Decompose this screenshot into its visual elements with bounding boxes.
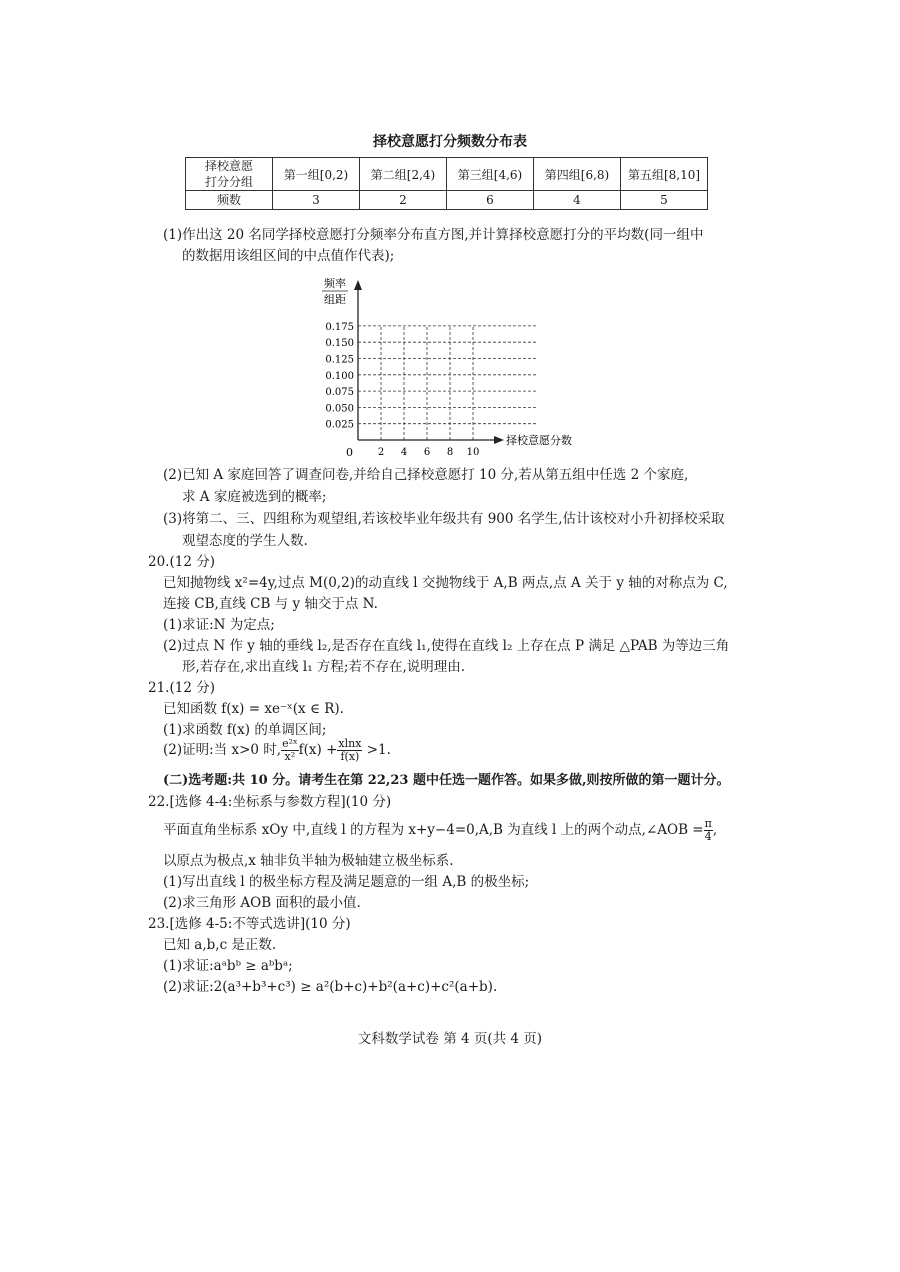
q20-line2: 连接 CB,直线 CB 与 y 轴交于点 N. xyxy=(163,596,378,612)
count-cell: 5 xyxy=(621,191,708,210)
count-cell: 2 xyxy=(360,191,447,210)
q22-line1-suffix: , xyxy=(712,822,718,838)
section-elective-heading: (二)选考题:共 10 分。请考生在第 22,23 题中任选一题作答。如果多做,则按所做的第一题计分。 xyxy=(163,773,730,788)
group-cell: 第二组[2,4) xyxy=(360,158,447,191)
histogram-grid xyxy=(300,278,600,460)
header-label-line1: 择校意愿 xyxy=(204,159,253,173)
y-tick-label: 0.150 xyxy=(325,338,354,350)
q20-line1: 已知抛物线 x²=4y,过点 M(0,2)的动直线 l 交抛物线于 A,B 两点,点 A 关于 y 轴的对称点为 C, xyxy=(163,575,728,591)
q21-part2-middle: f(x) + xyxy=(298,742,338,758)
q22-angle-fraction xyxy=(704,818,713,843)
q19-part1-line1: (1)作出这 20 名同学择校意愿打分频率分布直方图,并计算择校意愿打分的平均数(同一组中 xyxy=(163,227,704,243)
y-tick-label: 0.050 xyxy=(325,403,354,415)
origin-label: 0 xyxy=(346,446,353,459)
q21-fraction-2 xyxy=(337,738,362,763)
fraction-numerator: π xyxy=(704,817,712,830)
x-tick-label: 6 xyxy=(423,447,431,458)
row-label: 频数 xyxy=(186,191,273,210)
q23-head: 23.[选修 4-5:不等式选讲](10 分) xyxy=(148,916,351,932)
group-cell: 第四组[6,8) xyxy=(534,158,621,191)
y-label-bottom: 组距 xyxy=(324,293,346,306)
q22-line1 xyxy=(163,814,717,846)
x-axis-label: 择校意愿分数 xyxy=(506,434,572,447)
fraction-denominator: x² xyxy=(284,750,296,763)
q22-line1-text: 平面直角坐标系 xOy 中,直线 l 的方程为 x+y−4=0,A,B 为直线 l 上的两个动点,∠AOB = xyxy=(163,822,704,838)
q21-fraction-1 xyxy=(281,738,299,763)
x-tick-label: 4 xyxy=(400,447,408,458)
y-axis-arrow xyxy=(354,280,362,290)
q19-part3-line2: 观望态度的学生人数. xyxy=(182,533,308,549)
q20-part1: (1)求证:N 为定点; xyxy=(163,617,275,633)
y-tick-label: 0.100 xyxy=(325,370,354,382)
q21-part1: (1)求函数 f(x) 的单调区间; xyxy=(163,722,327,738)
table-header-label xyxy=(186,158,273,191)
q19-part3-line1: (3)将第二、三、四组称为观望组,若该校毕业年级共有 900 名学生,估计该校对小升初择校采取 xyxy=(163,511,725,527)
q20-part2-line2: 形,若存在,求出直线 l₁ 方程;若不存在,说明理由. xyxy=(182,659,466,675)
count-cell: 3 xyxy=(273,191,360,210)
count-cell: 6 xyxy=(447,191,534,210)
group-cell: 第一组[0,2) xyxy=(273,158,360,191)
q19-part2-line2: 求 A 家庭被选到的概率; xyxy=(182,489,327,505)
q22-part1: (1)写出直线 l 的极坐标方程及满足题意的一组 A,B 的极坐标; xyxy=(163,874,530,890)
q19-part1-line2: 的数据用该组区间的中点值作代表); xyxy=(182,248,395,264)
y-label-top: 频率 xyxy=(324,278,346,290)
y-tick-label: 0.175 xyxy=(325,321,354,333)
x-tick-label: 10 xyxy=(466,447,480,458)
fraction-numerator: e²ˣ xyxy=(282,737,298,750)
y-tick-label: 0.125 xyxy=(325,354,354,366)
q23-line1: 已知 a,b,c 是正数. xyxy=(163,937,277,953)
frequency-table xyxy=(185,157,708,210)
x-tick-label: 8 xyxy=(446,447,454,458)
q23-part2: (2)求证:2(a³+b³+c³) ≥ a²(b+c)+b²(a+c)+c²(a+b). xyxy=(163,979,498,995)
group-cell: 第三组[4,6) xyxy=(447,158,534,191)
x-axis-arrow xyxy=(494,436,504,444)
count-cell: 4 xyxy=(534,191,621,210)
q21-line1: 已知函数 f(x) = xe⁻ˣ(x ∈ R). xyxy=(163,701,344,717)
fraction-denominator: f(x) xyxy=(340,750,360,763)
y-tick-label: 0.075 xyxy=(325,387,354,399)
q22-line2: 以原点为极点,x 轴非负半轴为极轴建立极坐标系. xyxy=(163,853,454,869)
q19-part2-line1: (2)已知 A 家庭回答了调查问卷,并给自己择校意愿打 10 分,若从第五组中任选 2 个家庭, xyxy=(163,467,689,483)
q21-part2 xyxy=(163,734,391,766)
q22-head: 22.[选修 4-4:坐标系与参数方程](10 分) xyxy=(148,794,392,810)
q20-part2-line1: (2)过点 N 作 y 轴的垂线 l₂,是否存在直线 l₁,使得在直线 l₂ 上存在点 P 满足 △PAB 为等边三角 xyxy=(163,638,730,654)
q21-head: 21.(12 分) xyxy=(148,680,215,696)
fraction-numerator: xlnx xyxy=(338,737,362,750)
page-footer: 文科数学试卷 第 4 页(共 4 页) xyxy=(357,1031,543,1047)
q21-part2-suffix: >1. xyxy=(362,742,391,758)
fraction-denominator: 4 xyxy=(704,830,712,843)
y-tick-label: 0.025 xyxy=(325,419,354,431)
q22-part2: (2)求三角形 AOB 面积的最小值. xyxy=(163,895,361,911)
q20-head: 20.(12 分) xyxy=(148,554,215,570)
group-cell: 第五组[8,10] xyxy=(621,158,708,191)
q21-part2-prefix: (2)证明:当 x>0 时, xyxy=(163,742,282,758)
table-title: 择校意愿打分频数分布表 xyxy=(373,134,527,150)
q23-part1: (1)求证:aᵃbᵇ ≥ aᵇbᵃ; xyxy=(163,958,293,974)
header-label-line2: 打分分组 xyxy=(204,175,253,189)
x-tick-label: 2 xyxy=(377,447,385,458)
